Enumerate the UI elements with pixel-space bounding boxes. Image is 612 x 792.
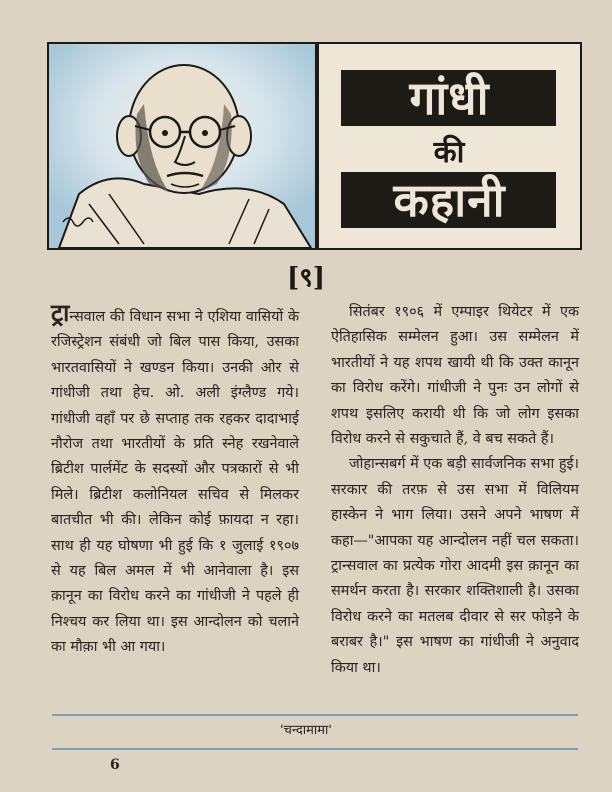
- title-word-kahani: कहानी: [393, 173, 506, 227]
- story-title-panel: [317, 42, 582, 250]
- footer-rule-bottom: [52, 748, 578, 750]
- right-column: [331, 300, 579, 681]
- right-paragraph-2: जोहान्सबर्ग में एक बड़ी सार्वजनिक सभा हुई। सरकार की तरफ़ से उस सभा में विलियम हास्केन ने भाग लिया। उसने अपने भाषण में कहा—"आपका यह आन्दोलन नहीं चल सकता। ट्रान्सवाल का प्रत्येक गोरा आदमी इस क़ानून का समर्थन करता है। सरकार शक्तिशाली है। उसका विरोध करने का मतलब दीवार से सर फोड़ने के बराबर है।" इस भाषण का गांधीजी ने अनुवाद किया था।: [331, 456, 579, 676]
- story-header: [47, 42, 581, 248]
- right-paragraph-1: सितंबर १९०६ में एम्पाइर थियेटर में एक ऐतिहासिक सम्मेलन हुआ। उस सम्मेलन में भारतीयों ने यह शपथ खायी थी कि उक्त कानून का विरोध करेंगे। गांधीजी ने पुनः उन लोगों से शपथ इसलिए करायी थी कि जो लोग इसका विरोध करने से सकुचाते हैं, वे बच सकते हैं।: [331, 304, 579, 448]
- drop-cap: ट्रा: [51, 298, 70, 327]
- left-paragraph-text: न्सवाल की विधान सभा ने एशिया वासियों के रजिस्ट्रेशन संबंधी जो बिल पास किया, उसका भारतवासियों ने खण्डन किया। उनकी ओर से गांधीजी तथा हेच. ओ. अली इंग्लैण्ड गये। गांधीजी वहाँ पर छे सप्ताह तक रहकर दादाभाई नौरोज तथा भारतीयों के प्रति स्नेह रखनेवाले ब्रिटीश पार्लमेंट के सदस्यों और पत्रकारों से भी मिले। ब्रिटीश कलोनियल सचिव से मिलकर बातचीत भी की। लेकिन कोई फ़ायदा न रहा। साथ ही यह घोषणा भी हुई कि १ जुलाई १९०७ से यह बिल अमल में भी आनेवाला है। इस क़ानून का विरोध करने का गांधीजी ने पहले ही निश्चय कर लिया था। इस आन्दोलन को चलाने का मौक़ा भी आ गया।: [51, 309, 299, 656]
- gandhi-portrait-icon: [49, 44, 315, 248]
- title-word-ki: की: [433, 135, 466, 170]
- title-word-gandhi: गांधी: [409, 71, 490, 125]
- chapter-number: [९]: [286, 263, 326, 293]
- page-number: 6: [110, 757, 120, 773]
- footer-rule-top: [52, 714, 578, 716]
- magazine-name: 'चन्दामामा': [280, 723, 332, 738]
- left-column: [51, 300, 299, 661]
- gandhi-portrait-illustration: [47, 42, 317, 250]
- left-paragraph: [51, 300, 299, 661]
